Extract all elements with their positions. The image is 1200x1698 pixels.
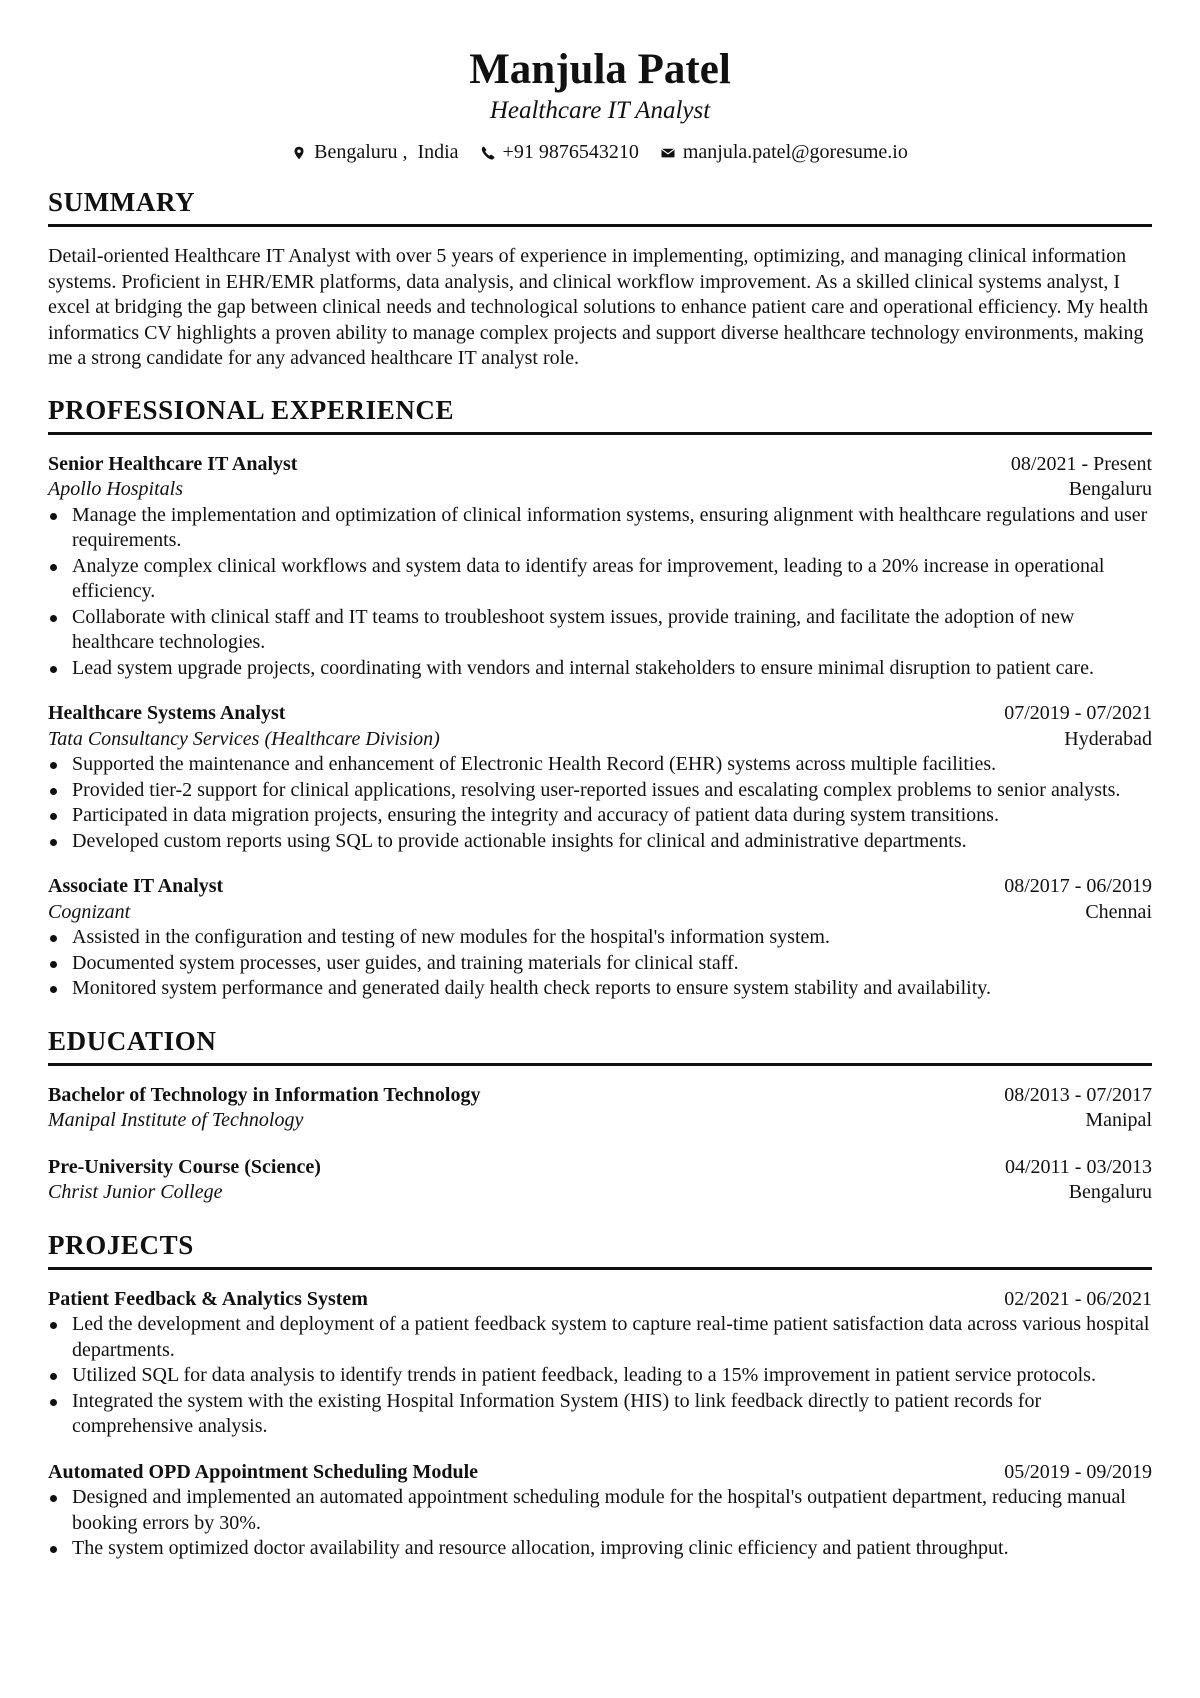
bullet-item: Provided tier-2 support for clinical applications, resolving user-reported issues and escalating complex problems to senior analysts.	[48, 778, 1152, 804]
bullet-item: Assisted in the configuration and testing of new modules for the hospital's information system.	[48, 925, 1152, 951]
bullet-item: Lead system upgrade projects, coordinating with vendors and internal stakeholders to ensure minimal disruption to patient care.	[48, 656, 1152, 682]
education-entry	[48, 1155, 1152, 1206]
education-location: Bengaluru	[1068, 1181, 1152, 1203]
candidate-name: Manjula Patel	[469, 46, 731, 93]
resume-header	[48, 44, 1152, 165]
contact-email[interactable]	[661, 140, 908, 165]
experience-entry	[48, 874, 1152, 1002]
employer-name: Apollo Hospitals	[48, 478, 184, 500]
bullet-item: Designed and implemented an automated appointment scheduling module for the hospital's outpatient department, reducing manual booking errors by 30%.	[48, 1485, 1152, 1536]
bullet-item: The system optimized doctor availability and resource allocation, improving clinic efficiency and patient throughput.	[48, 1536, 1152, 1562]
job-bullets	[48, 925, 1152, 1002]
contact-phone[interactable]	[481, 140, 639, 165]
bullet-item: Utilized SQL for data analysis to identify trends in patient feedback, leading to a 15% improvement in patient service protocols.	[48, 1363, 1152, 1389]
education-heading: EDUCATION	[48, 1024, 1152, 1066]
candidate-title: Healthcare IT Analyst	[489, 97, 711, 124]
bullet-item: Documented system processes, user guides, and training materials for clinical staff.	[48, 951, 1152, 977]
location-text: Bengaluru , India	[314, 141, 459, 163]
job-bullets	[48, 752, 1152, 854]
job-dates: 08/2017 - 06/2019	[1004, 875, 1152, 897]
job-location: Chennai	[1085, 900, 1152, 923]
project-title: Patient Feedback & Analytics System	[48, 1287, 368, 1310]
job-bullets	[48, 503, 1152, 682]
degree-name: Bachelor of Technology in Information Technology	[48, 1083, 481, 1106]
experience-heading: PROFESSIONAL EXPERIENCE	[48, 393, 1152, 435]
job-dates: 08/2021 - Present	[1010, 452, 1152, 475]
employer-name: Cognizant	[48, 900, 131, 923]
school-name: Manipal Institute of Technology	[48, 1109, 304, 1131]
phone-icon	[481, 146, 495, 160]
project-dates: 05/2019 - 09/2019	[1004, 1460, 1152, 1483]
job-title: Associate IT Analyst	[48, 875, 224, 897]
projects-heading: PROJECTS	[48, 1228, 1152, 1270]
education-dates: 08/2013 - 07/2017	[1004, 1083, 1152, 1106]
project-entry	[48, 1287, 1152, 1440]
bullet-item: Manage the implementation and optimization of clinical information systems, ensuring alignment with healthcare regulations and user requirements.	[48, 503, 1152, 554]
project-bullets	[48, 1485, 1152, 1562]
job-location: Hyderabad	[1064, 727, 1152, 750]
project-title: Automated OPD Appointment Scheduling Module	[48, 1460, 479, 1483]
bullet-item: Developed custom reports using SQL to provide actionable insights for clinical and administrative departments.	[48, 829, 1152, 855]
project-dates: 02/2021 - 06/2021	[1004, 1287, 1152, 1310]
job-title: Healthcare Systems Analyst	[48, 702, 286, 724]
contact-line	[48, 140, 1152, 165]
education-dates: 04/2011 - 03/2013	[1004, 1155, 1152, 1178]
education-section	[48, 1024, 1152, 1206]
bullet-item: Led the development and deployment of a patient feedback system to capture real-time patient satisfaction data across various hospital departments.	[48, 1312, 1152, 1363]
employer-name: Tata Consultancy Services (Healthcare Division)	[48, 727, 440, 750]
bullet-item: Analyze complex clinical workflows and system data to identify areas for improvement, leading to a 20% increase in operational efficiency.	[48, 554, 1152, 605]
experience-entry	[48, 452, 1152, 682]
education-entry	[48, 1083, 1152, 1134]
summary-text: Detail-oriented Healthcare IT Analyst with over 5 years of experience in implementing, optimizing, and managing clinical information systems. Proficient in EHR/EMR platforms, data analysis, and clinical workflow improvement. As a skilled clinical systems analyst, I excel at bridging the gap between clinical needs and technological solutions to enhance patient care and operational efficiency. My health informatics CV highlights a proven ability to manage complex projects and support diverse healthcare technology environments, making me a strong candidate for any advanced healthcare IT analyst role.	[48, 245, 1149, 369]
job-dates: 07/2019 - 07/2021	[1004, 702, 1152, 724]
email-text: manjula.patel@goresume.io	[682, 141, 908, 163]
job-title: Senior Healthcare IT Analyst	[48, 452, 298, 475]
experience-section	[48, 393, 1152, 1002]
job-location: Bengaluru	[1068, 478, 1152, 500]
degree-name: Pre-University Course (Science)	[48, 1155, 321, 1178]
project-bullets	[48, 1312, 1152, 1440]
bullet-item: Supported the maintenance and enhancement of Electronic Health Record (EHR) systems across multiple facilities.	[48, 752, 1152, 778]
envelope-icon	[661, 146, 675, 160]
phone-text: +91 9876543210	[502, 141, 639, 163]
education-location: Manipal	[1085, 1109, 1152, 1131]
experience-entry	[48, 701, 1152, 854]
bullet-item: Collaborate with clinical staff and IT teams to troubleshoot system issues, provide training, and facilitate the adoption of new healthcare technologies.	[48, 605, 1152, 656]
project-entry	[48, 1460, 1152, 1562]
summary-section	[48, 185, 1152, 372]
contact-location	[292, 140, 458, 165]
school-name: Christ Junior College	[48, 1181, 223, 1203]
map-pin-icon	[292, 146, 306, 160]
bullet-item: Integrated the system with the existing Hospital Information System (HIS) to link feedback directly to patient records for comprehensive analysis.	[48, 1389, 1152, 1440]
bullet-item: Monitored system performance and generated daily health check reports to ensure system stability and availability.	[48, 976, 1152, 1002]
projects-section	[48, 1228, 1152, 1562]
bullet-item: Participated in data migration projects, ensuring the integrity and accuracy of patient data during system transitions.	[48, 803, 1152, 829]
summary-heading: SUMMARY	[48, 185, 1152, 227]
